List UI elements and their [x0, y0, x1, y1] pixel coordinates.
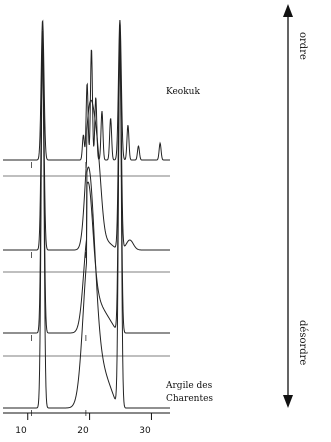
- x-tick-label-10: 10: [15, 426, 27, 436]
- x-axis: [3, 413, 170, 420]
- label-ordre: ordre: [297, 32, 308, 60]
- order-disorder-arrow: [283, 4, 293, 408]
- series-label-argile-line2: Charentes: [166, 394, 214, 404]
- diffraction-traces: [3, 20, 170, 416]
- x-tick-label-20: 20: [77, 426, 89, 436]
- series-label-argile-line1: Argile des: [166, 381, 213, 391]
- label-desordre: désordre: [297, 320, 308, 366]
- series-label-keokuk: Keokuk: [166, 87, 200, 97]
- x-tick-label-30: 30: [139, 426, 151, 436]
